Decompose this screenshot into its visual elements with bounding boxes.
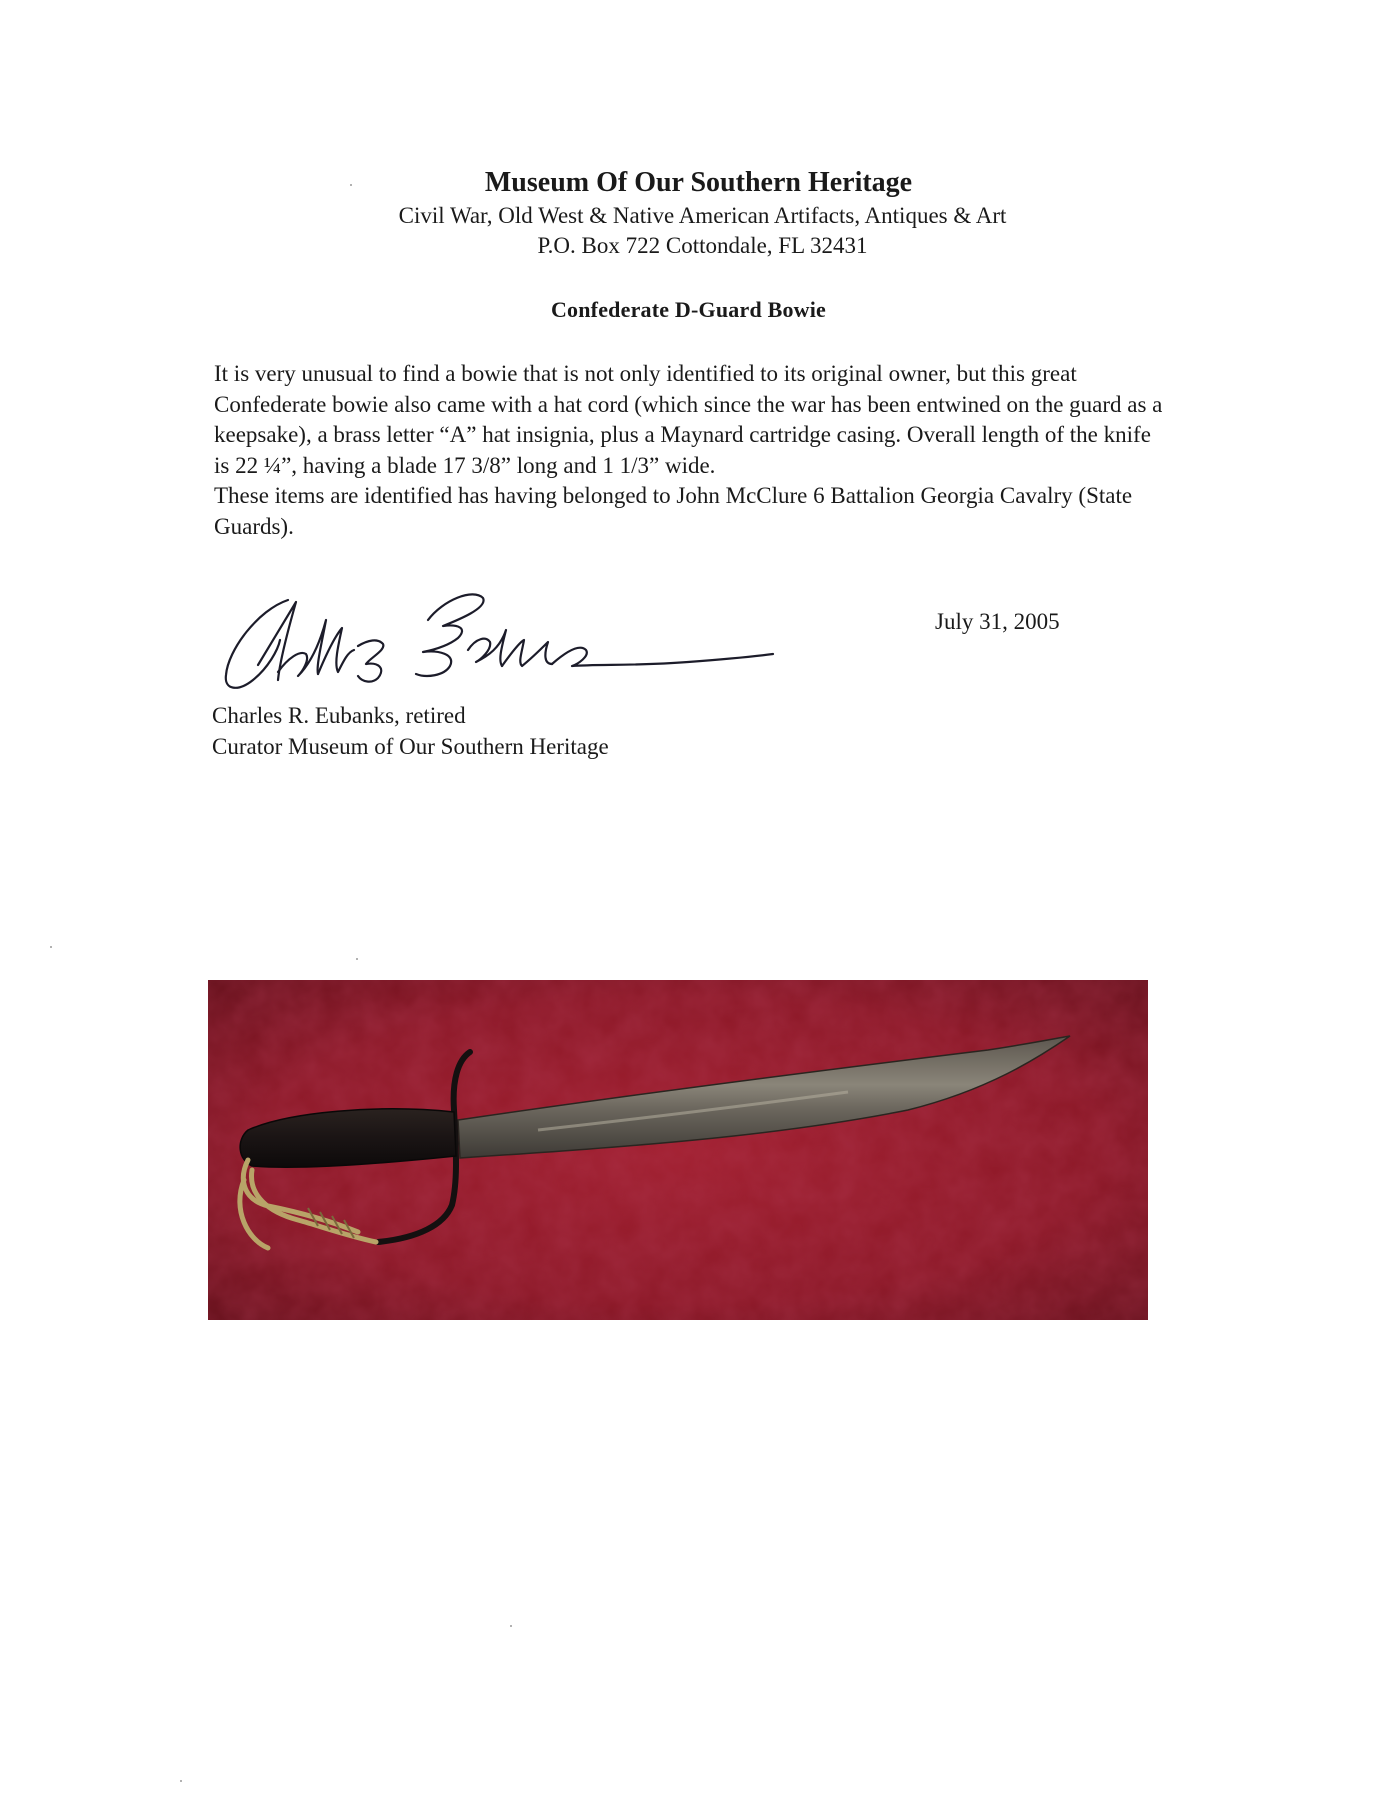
document-body — [214, 359, 1164, 542]
letterhead — [0, 165, 1377, 261]
document-title: Confederate D-Guard Bowie — [550, 297, 827, 322]
document-date: July 31, 2005 — [935, 609, 1060, 634]
signer-title: Curator Museum of Our Southern Heritage — [212, 734, 609, 759]
scan-artifact — [350, 184, 352, 186]
scan-artifact — [180, 1780, 182, 1782]
knife-image — [208, 980, 1148, 1320]
scan-artifact — [510, 1625, 512, 1627]
scan-artifact — [356, 958, 358, 960]
signer-name: Charles R. Eubanks, retired — [212, 703, 466, 728]
scan-artifact — [50, 946, 52, 948]
signature-icon — [218, 580, 778, 700]
body-paragraph-description: It is very unusual to find a bowie that is not only identified to its original owner, but this great Confederate bowie also came with a hat cord (which since the war has been entwined on the guard as a keepsake), a brass letter “A” hat insignia, plus a Maynard cartridge casing. Overall length of the knife is 22 ¼”, having a blade 17 3/8” long and 1 1/3” wide. — [214, 361, 1163, 478]
body-paragraph-provenance: These items are identified has having belonged to John McClure 6 Battalion Georgia Cavalry (State Guards). — [214, 483, 1133, 539]
museum-address: P.O. Box 722 Cottondale, FL 32431 — [537, 233, 868, 258]
bowie-knife-photo — [208, 980, 1148, 1320]
handwritten-signature — [218, 580, 778, 700]
museum-tagline: Civil War, Old West & Native American Artifacts, Antiques & Art — [398, 203, 1007, 228]
signer-block — [212, 700, 609, 762]
museum-name: Museum Of Our Southern Heritage — [484, 167, 913, 198]
